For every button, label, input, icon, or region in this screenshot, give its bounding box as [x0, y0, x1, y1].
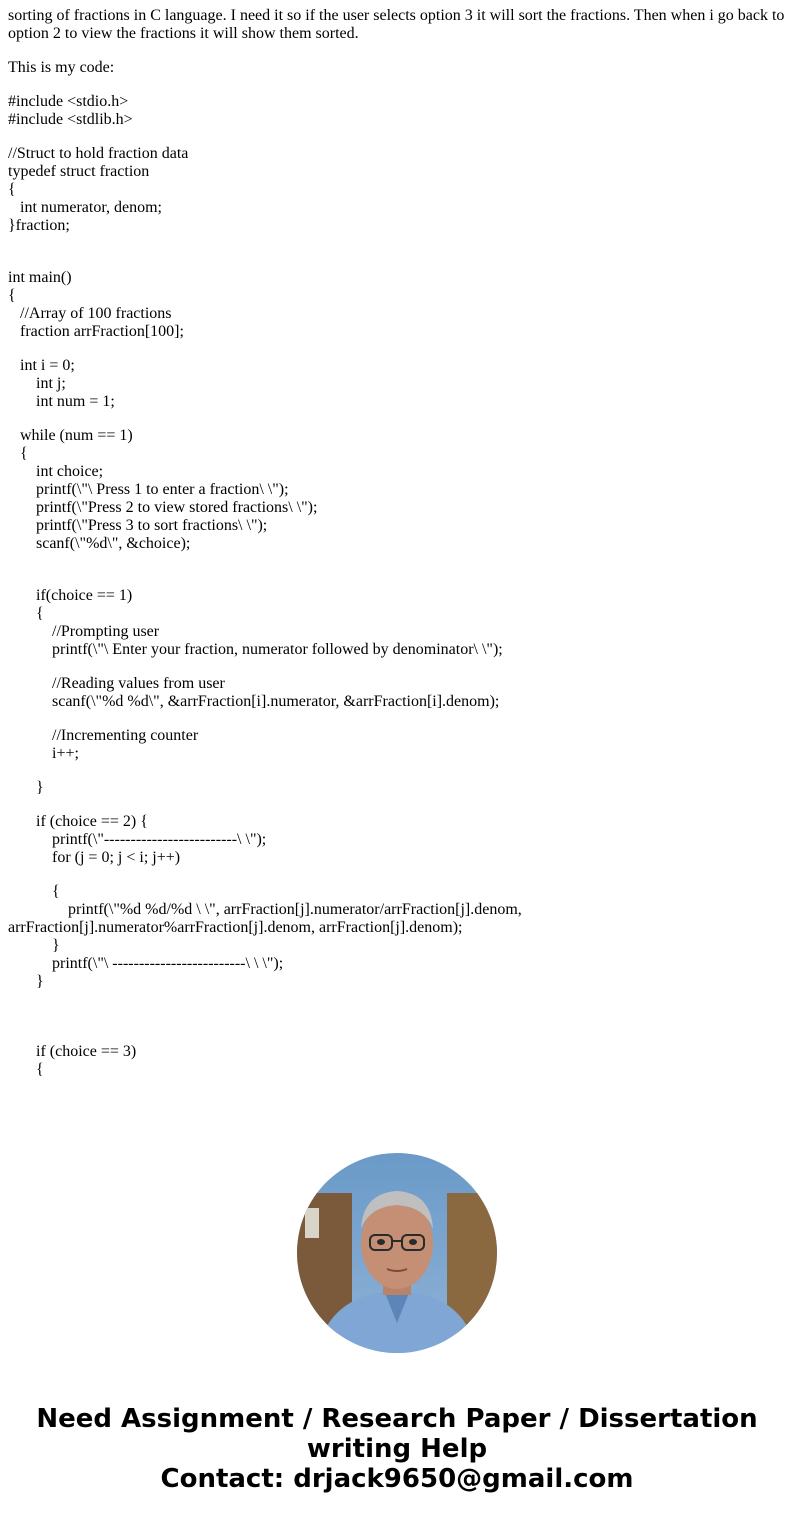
- code-block: [8, 1007, 788, 1079]
- code-line: [8, 1007, 788, 1025]
- code-line: }: [8, 973, 44, 990]
- question-text: sorting of fractions in C language. I need it so if the user selects option 3 it will sort the fractions. Then when i go back to option 2 to view the fractions it will show them sorted.: [8, 7, 785, 42]
- code-block: [8, 357, 788, 411]
- code-block: [8, 813, 788, 867]
- author-photo: [297, 1153, 497, 1353]
- code-block: [8, 569, 788, 659]
- code-line: #include <stdio.h>: [8, 93, 129, 110]
- code-line: if (choice == 2) {: [8, 813, 148, 830]
- code-block: [8, 779, 788, 797]
- code-block: [8, 427, 788, 553]
- question-document: [8, 7, 788, 1095]
- code-line: [8, 1025, 788, 1043]
- code-block: [8, 727, 788, 763]
- code-line: printf(\"\ Enter your fraction, numerator followed by denominator\ \");: [8, 641, 503, 658]
- code-line: //Struct to hold fraction data: [8, 145, 189, 162]
- code-line: if(choice == 1): [8, 587, 133, 604]
- code-line: for (j = 0; j < i; j++): [8, 849, 181, 866]
- code-line: }fraction;: [8, 217, 70, 234]
- code-block: [8, 883, 788, 991]
- code-line: {: [8, 1061, 44, 1078]
- code-line: printf(\"Press 2 to view stored fractions\ \");: [8, 499, 318, 516]
- code-line: printf(\"Press 3 to sort fractions\ \");: [8, 517, 268, 534]
- code-line: int main(): [8, 269, 72, 286]
- code-line: int num = 1;: [8, 393, 115, 410]
- code-line: if (choice == 3): [8, 1043, 137, 1060]
- code-line: i++;: [8, 745, 79, 762]
- code-line: {: [8, 181, 16, 198]
- code-line: {: [8, 287, 16, 304]
- promo-banner: [0, 1404, 794, 1494]
- code-line: scanf(\"%d %d\", &arrFraction[i].numerator, &arrFraction[i].denom);: [8, 693, 500, 710]
- code-block: [8, 251, 788, 341]
- code-line: [8, 251, 788, 269]
- code-line: }: [8, 779, 44, 796]
- code-intro-text: This is my code:: [8, 59, 115, 76]
- code-line: //Array of 100 fractions: [8, 305, 172, 322]
- code-line: //Prompting user: [8, 623, 160, 640]
- code-line: typedef struct fraction: [8, 163, 150, 180]
- code-line: printf(\"%d %d/%d \ \", arrFraction[j].numerator/arrFraction[j].denom, arrFraction[j].numerator%arrFraction[j].denom, arrFraction[j].denom);: [8, 901, 526, 936]
- code-line: {: [8, 883, 60, 900]
- code-line: }: [8, 937, 60, 954]
- code-line: int choice;: [8, 463, 104, 480]
- code-line: int i = 0;: [8, 357, 75, 374]
- code-line: int j;: [8, 375, 66, 392]
- code-block: [8, 145, 788, 235]
- code-line: {: [8, 445, 28, 462]
- code-line: printf(\"\ -------------------------\ \ \");: [8, 955, 284, 972]
- code-line: //Incrementing counter: [8, 727, 199, 744]
- code-block: [8, 675, 788, 711]
- code-line: fraction arrFraction[100];: [8, 323, 184, 340]
- code-line: printf(\"-------------------------\ \");: [8, 831, 267, 848]
- promo-line-1: Need Assignment / Research Paper / Dissertation: [36, 1404, 758, 1434]
- code-line: int numerator, denom;: [8, 199, 162, 216]
- promo-line-2: writing Help: [306, 1434, 488, 1464]
- code-line: scanf(\"%d\", &choice);: [8, 535, 191, 552]
- promo-contact: Contact: drjack9650@gmail.com: [160, 1464, 634, 1494]
- code-listing: [8, 93, 788, 1079]
- code-line: printf(\"\ Press 1 to enter a fraction\ \");: [8, 481, 289, 498]
- code-line: //Reading values from user: [8, 675, 225, 692]
- code-block: [8, 93, 788, 129]
- code-line: while (num == 1): [8, 427, 133, 444]
- code-line: {: [8, 605, 44, 622]
- code-line: #include <stdlib.h>: [8, 111, 133, 128]
- code-line: [8, 569, 788, 587]
